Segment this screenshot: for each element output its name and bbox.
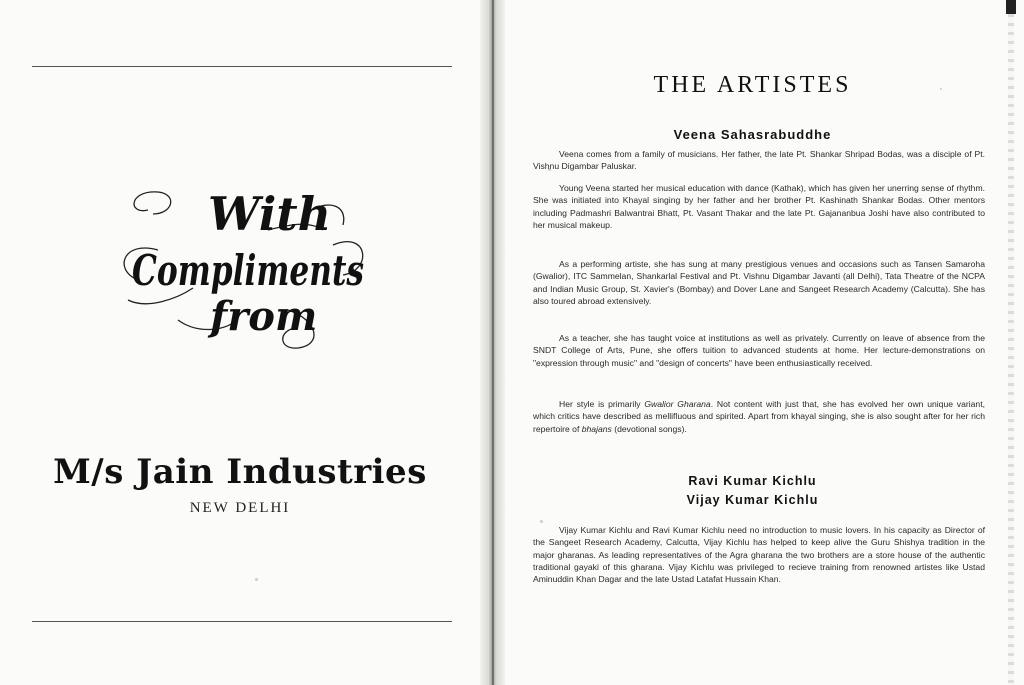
scan-speck: [548, 168, 551, 171]
bio-paragraph-kichlu: Vijay Kumar Kichlu and Ravi Kumar Kichlu need no introduction to music lovers. In his capacity as Director of the Sangeet Research Academy, Calcutta, Vijay Kichlu has helped to keep alive the Guru Shishya tradition in the major gharanas. As leading representatives of the Agra gharana the two brothers are a store house of the authentic traditional gayaki of this gharana. Vijay Kichlu was privileged to recieve training from renowned artistes like Ustad Aminuddin Khan Dagar and the late Ustad Latafat Hussain Khan.: [533, 525, 985, 585]
bio-paragraph: As a teacher, she has taught voice at institutions as well as privately. Currently on leave of absence from the SNDT College of Arts, Pune, she offers tuition to advanced students at home. Her lecture-demonstrations on "expression through music" and "design of concerts" have been enthusiastically received.: [533, 333, 985, 368]
style-end: (devotional songs).: [611, 423, 687, 434]
gharana-name: Gwalior Gharana: [644, 399, 711, 409]
scan-speck: [255, 578, 258, 581]
artist-name-veena: Veena Sahasrabuddhe: [673, 127, 832, 142]
artist-name-ravi: Ravi Kumar Kichlu: [688, 474, 817, 488]
firm-city: NEW DELHI: [189, 500, 291, 516]
bottom-rule: [32, 621, 452, 622]
style-lead: Her style is primarily: [559, 399, 645, 409]
scan-speck: [940, 88, 942, 90]
style-mid: . Not content with just that, she has evolved her own unique variant, which critics have described as mellifluous and spirited. Apart from khayal singing, she is also sought after for her rich repertoire of: [533, 399, 985, 434]
scan-speck: [930, 190, 932, 192]
with-compliments-from-script: [118, 170, 378, 360]
artistes-heading: THE ARTISTES: [653, 72, 852, 98]
artist-name-vijay: Vijay Kumar Kichlu: [686, 493, 819, 507]
scan-speck: [540, 520, 543, 523]
script-compliments: Compliments: [132, 246, 364, 295]
bio-paragraph: Young Veena started her musical education with dance (Kathak), which has given her unerring sense of rhythm. She was initiated into Khayal singing by her father and her brother Pt. Kashinath Shankar Bodas. Other mentors including Padmashri Balwantrai Bhatt, Pt. Vasant Thakar and the late Pt. Gajananbua Joshi have also contributed to her musical makeup.: [533, 183, 985, 230]
bio-paragraph: As a performing artiste, she has sung at many prestigious venues and occasions such as Tansen Samaroha (Gwalior), ITC Sammelan, Shankarlal Festival and Pt. Vishnu Digambar Javanti (all Delhi), Tata Theatre of the NCPA and Indian Music Group, St. Xavier's (Bombay) and Dover Lane and Sangeet Research Academy (Calcutta). She has also toured abroad extensively.: [533, 259, 985, 306]
firm-name: M/s Jain Industries: [53, 452, 427, 492]
bhajans-term: bhajans: [581, 423, 612, 434]
gutter-fold: [492, 0, 494, 685]
scan-edge-strip: [1008, 14, 1014, 685]
bio-paragraph: Veena comes from a family of musicians. Her father, the late Pt. Shankar Shripad Bodas, was a disciple of Pt. Vishnu Digambar Paluskar.: [533, 149, 985, 172]
script-with: With: [208, 187, 332, 241]
scan-edge-mark: [1006, 0, 1016, 14]
right-page: [505, 0, 1000, 685]
top-rule: [32, 66, 452, 67]
bio-paragraph-style: [533, 398, 985, 435]
left-page: [0, 0, 480, 685]
script-from: from: [210, 293, 318, 340]
